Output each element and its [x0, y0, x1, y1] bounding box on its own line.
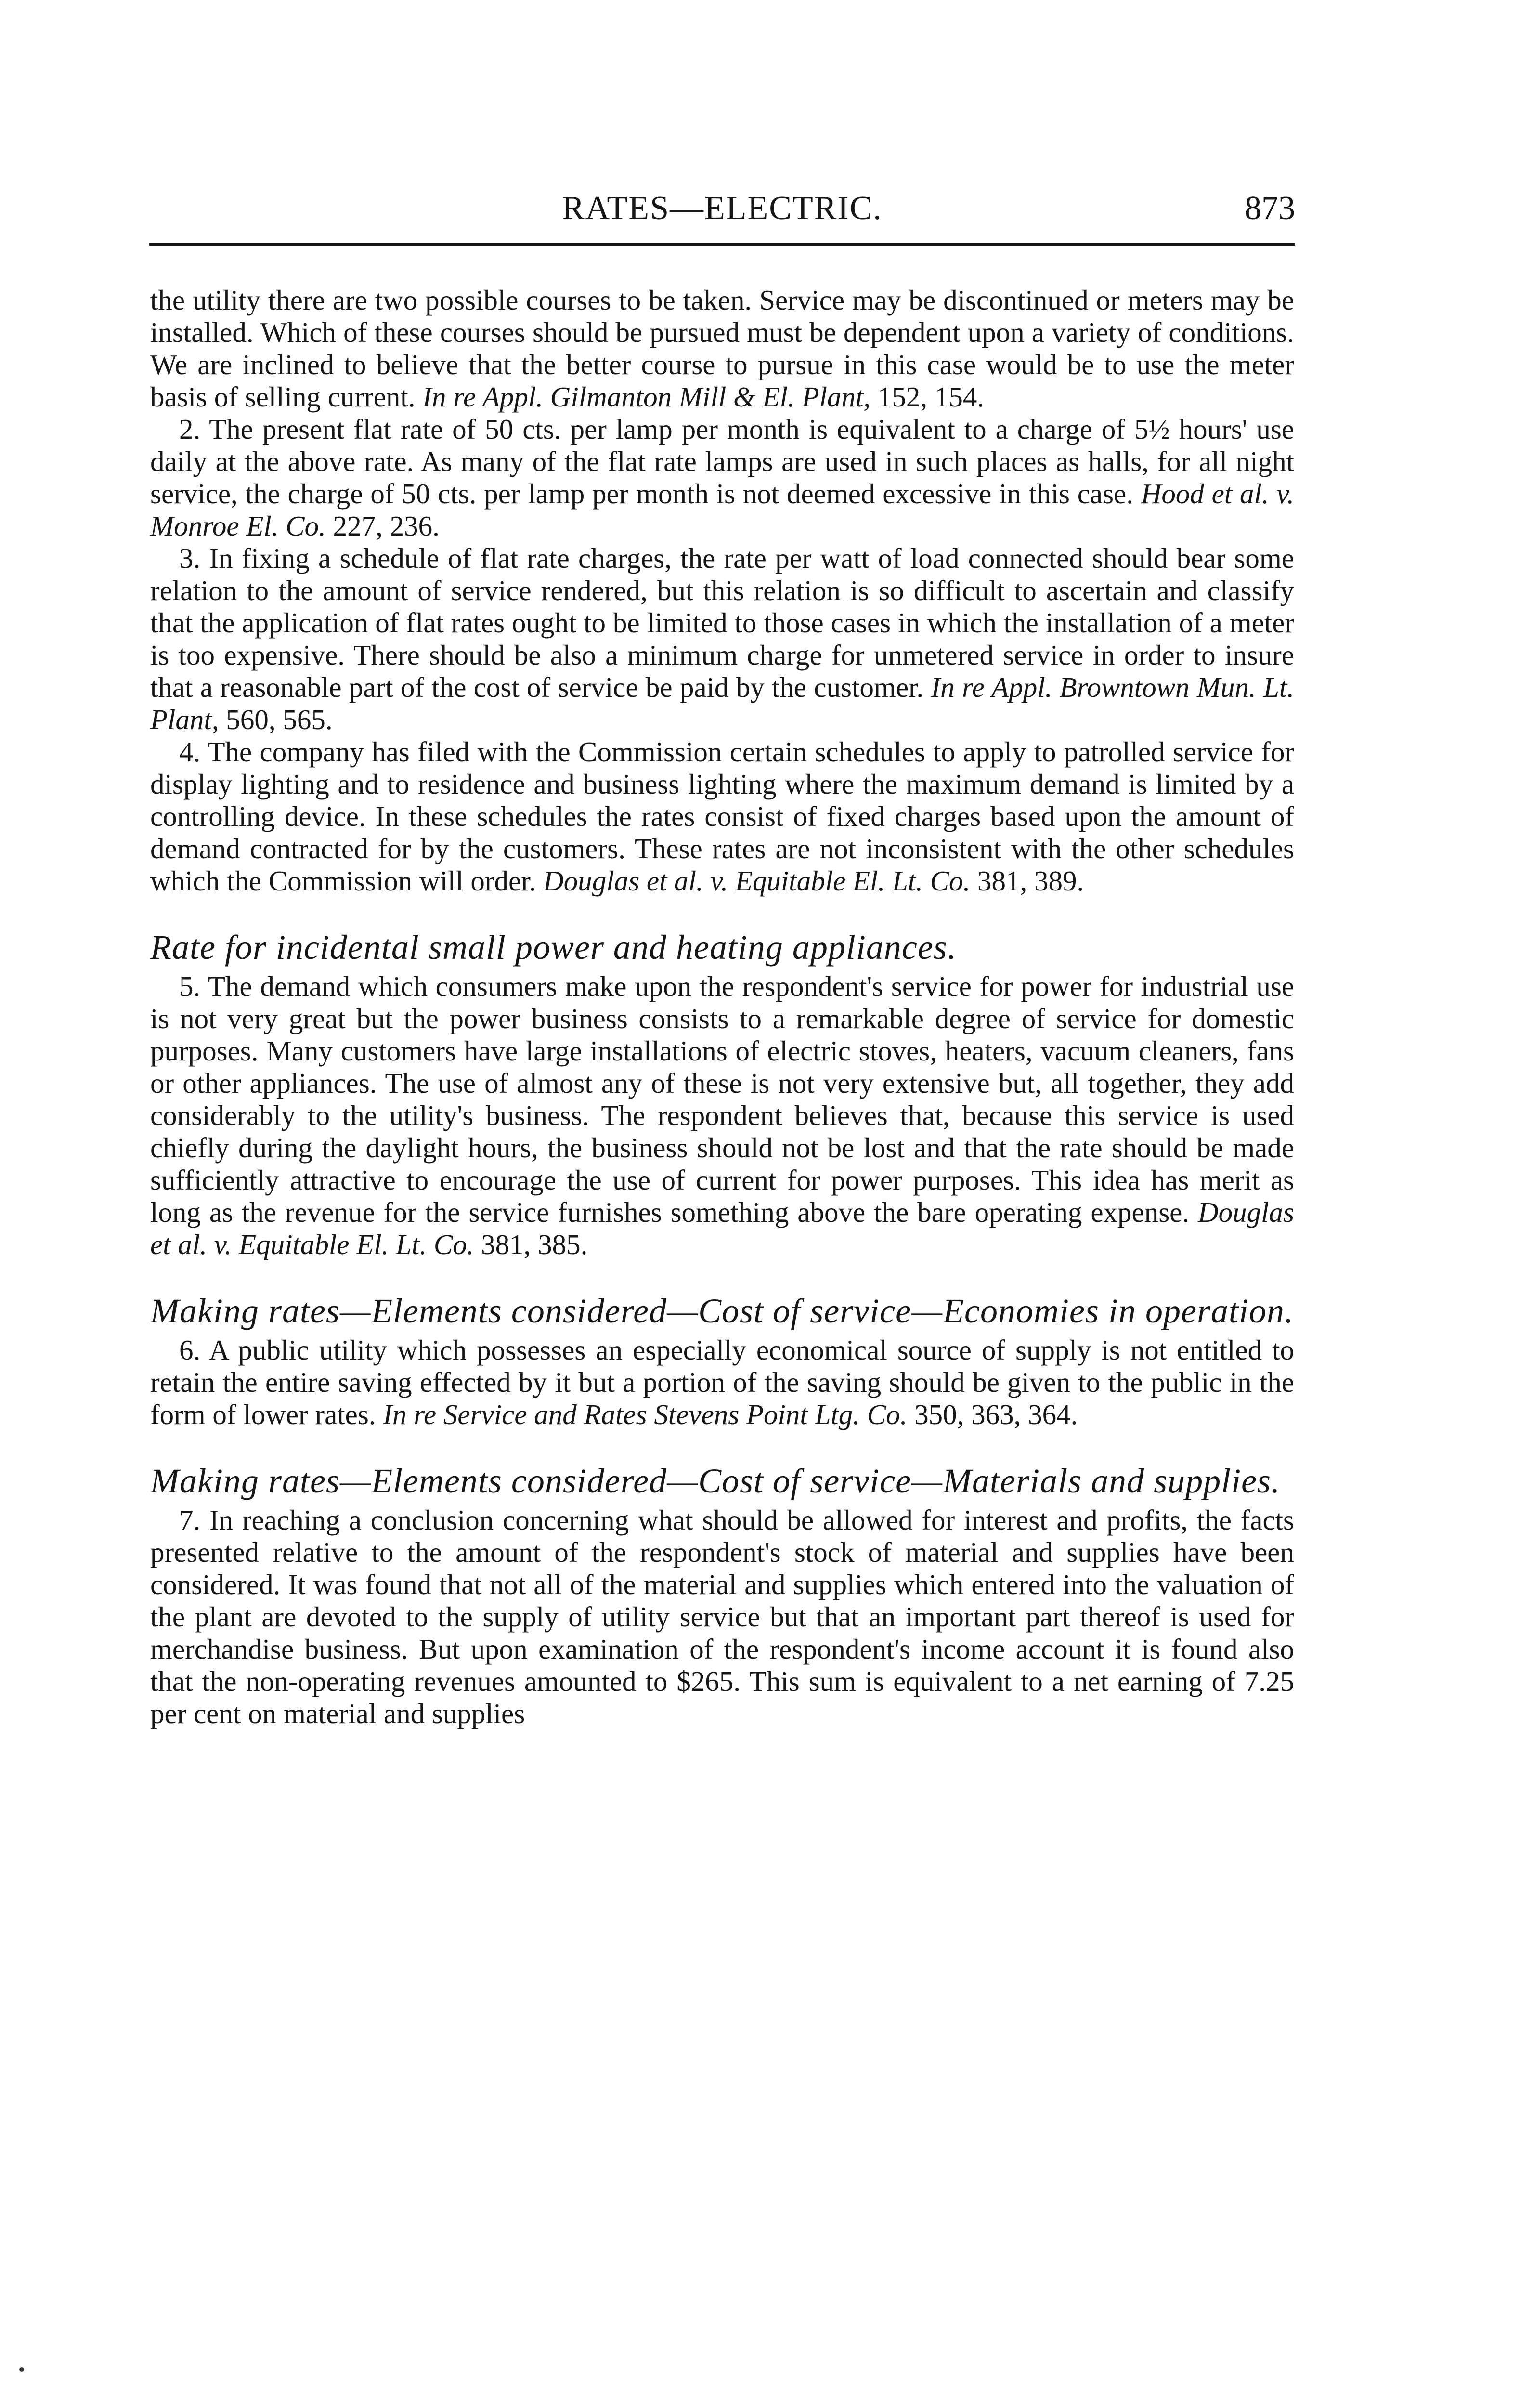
paragraph-text: 3. In fixing a schedule of flat rate charges, the rate per watt of load connected should bear some relation to the amount of service rendered, but this relation is so difficult to ascertain and classify that the application of flat rates ought to be limited to those cases in which the installation of a meter is too expensive. There should be also a minimum charge for unmetered service in order to insure that a reasonable part of the cost of service be paid by the customer. — [150, 542, 1294, 703]
citation: In re Appl. Gilmanton Mill & El. Plant, — [422, 381, 871, 413]
paragraph-text: 5. The demand which consumers make upon the respondent's service for power for industrial use is not very great but the power business consists to a remarkable degree of service for domestic purposes. Many customers have large installations of electric stoves, heaters, vacuum cleaners, fans or other appliances. The use of almost any of these is not very extensive but, all together, they add considerably to the utility's business. The respondent believes that, because this service is used chiefly during the daylight hours, the business should not be lost and that the rate should be made sufficiently attractive to encourage the use of current for power purposes. This idea has merit as long as the revenue for the service furnishes something above the bare operating expense. — [150, 970, 1294, 1228]
paragraph-1 — [150, 284, 1294, 413]
paragraph-text: 6. A public utility which possesses an especially economical source of supply is not entitled to retain the entire saving effected by it but a portion of the saving should be given to the public in the form of lower rates. — [150, 1334, 1294, 1430]
paragraph-4 — [150, 736, 1294, 897]
citation: Douglas et al. v. Equitable El. Lt. Co. — [543, 865, 971, 897]
citation-pages: 381, 385. — [481, 1229, 588, 1260]
paragraph-text: 2. The present flat rate of 50 cts. per lamp per month is equivalent to a charge of 5½ hours' use daily at the above rate. As many of the flat rate lamps are used in such places as halls, for all night service, the charge of 50 cts. per lamp per month is not deemed excessive in this case. — [150, 413, 1294, 510]
paragraph-5 — [150, 970, 1294, 1261]
citation-pages: 227, 236. — [333, 510, 440, 542]
paragraph-3 — [150, 542, 1294, 736]
paragraph-text: 7. In reaching a conclusion concerning what should be allowed for interest and profits, the facts presented relative to the amount of the respondent's stock of material and supplies have been considered. It was found that not all of the material and supplies which entered into the valuation of the plant are devoted to the supply of utility service but that an important part thereof is used for merchandise business. But upon examination of the respondent's income account it is found also that the non-operating revenues amounted to $265. This sum is equivalent to a net earning of 7.25 per cent on material and supplies — [150, 1504, 1294, 1729]
citation-pages: 381, 389. — [977, 865, 1084, 897]
paragraph-text: the utility there are two possible courses to be taken. Service may be discontinued or meters may be installed. Which of these courses should be pursued must be dependent upon a variety of conditions. We are inclined to believe that the better course to pursue in this case would be to use the meter basis of selling current. — [150, 284, 1294, 413]
page-number: 873 — [1245, 190, 1295, 227]
running-head — [149, 185, 1295, 238]
running-title: RATES—ELECTRIC. — [562, 190, 883, 227]
section-heading: Making rates—Elements considered—Cost of service—Materials and supplies. — [150, 1462, 1281, 1500]
header-rule — [149, 243, 1295, 246]
page-body — [150, 284, 1294, 1730]
paragraph-7 — [150, 1504, 1294, 1730]
citation-pages: 350, 363, 364. — [914, 1399, 1078, 1430]
paragraph-2 — [150, 413, 1294, 542]
section-heading: Making rates—Elements considered—Cost of service—Economies in operation. — [150, 1292, 1294, 1330]
paragraph-6 — [150, 1334, 1294, 1431]
citation-pages: 560, 565. — [226, 704, 333, 735]
paragraph-text: 4. The company has filed with the Commission certain schedules to apply to patrolled service for display lighting and to residence and business lighting where the maximum demand is limited by a controlling device. In these schedules the rates consist of fixed charges based upon the amount of demand contracted for by the customers. These rates are not inconsistent with the other schedules which the Commission will order. — [150, 736, 1294, 897]
citation: Douglas et al. v. Equitable El. Lt. Co. — [150, 1196, 1294, 1260]
citation: Hood et al. v. Monroe El. Co. — [150, 478, 1295, 542]
section-heading: Rate for incidental small power and heating appliances. — [150, 928, 957, 967]
scan-speck — [19, 2367, 24, 2372]
citation: In re Appl. Browntown Mun. Lt. Plant, — [150, 671, 1295, 735]
citation: In re Service and Rates Stevens Point Ltg. Co. — [383, 1399, 908, 1430]
citation-pages: 152, 154. — [877, 381, 985, 413]
